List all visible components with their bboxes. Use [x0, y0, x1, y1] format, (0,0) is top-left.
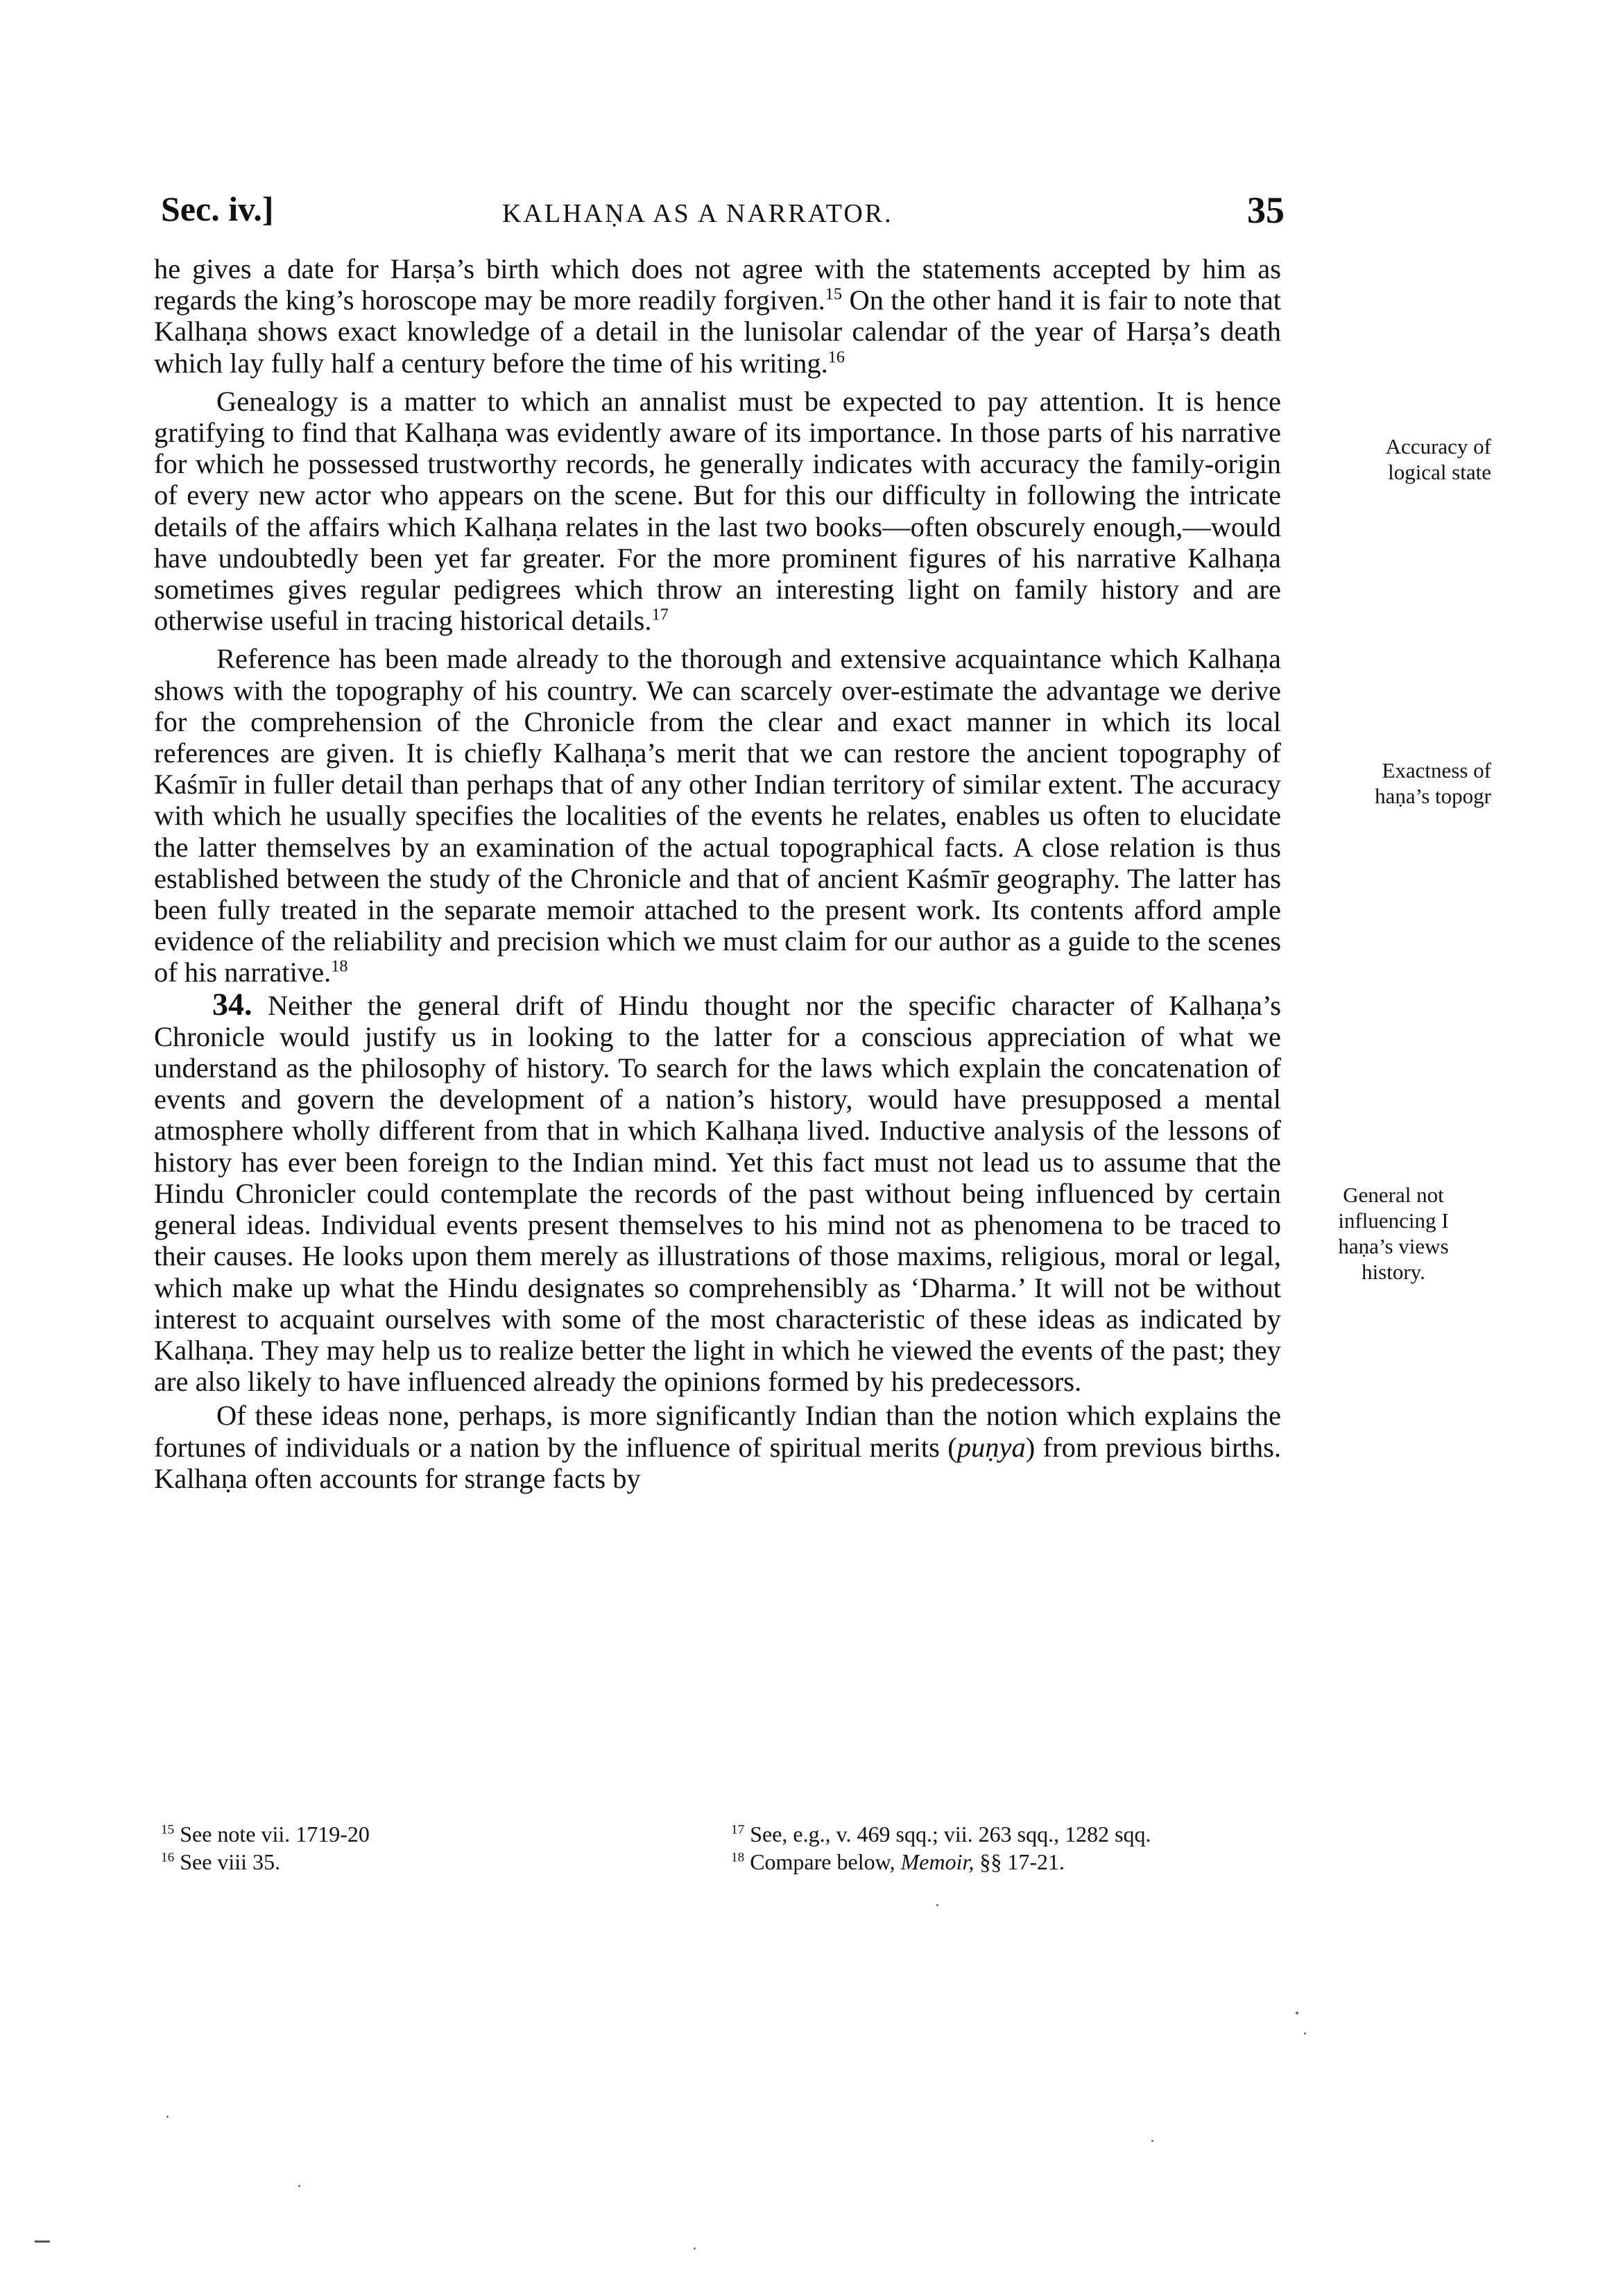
paragraph-text: Of these ideas none, perhaps, is more significantly Indian than the notion which explains the fortunes of individuals or a nation by the influence of spiritual merits (: [154, 1400, 1281, 1463]
paragraph-text: Reference has been made already to the thorough and extensive acquaintance which Kalhaṇa shows with the topography of his country. We can scarcely over-estimate the advantage we derive for the comprehension of the Chronicle from the clear and exact manner in which its local references are given. It is chiefly Kalhaṇa’s merit that we can restore the ancient topography of Kaśmīr in fuller detail than perhaps that of any other Indian territory of similar extent. The accuracy with which he usually specifies the localities of the events he relates, enables us often to elucidate the latter themselves by an examination of the actual topographical facts. A close relation is thus established between the study of the Chronicle and that of ancient Kaśmīr geography. The latter has been fully treated in the separate memoir attached to the present work. Its contents afford ample evidence of the reliability and precision which we must claim for our author as a guide to the scenes of his narrative.: [154, 643, 1281, 988]
footnotes-right: [731, 1820, 1151, 1876]
marginal-note-line: General not: [1343, 1183, 1444, 1207]
footnote-ref-18[interactable]: 18: [331, 957, 348, 976]
marginal-note-3: [1296, 1182, 1491, 1285]
footnote-number: 16: [161, 1850, 175, 1865]
footnote-17: [731, 1820, 1151, 1848]
paragraph-5: [154, 1400, 1281, 1494]
footnote-text: See, e.g., v. 469 sqq.; vii. 263 sqq., 1282 sqq.: [744, 1822, 1151, 1847]
footnote-15: [161, 1820, 370, 1848]
marginal-note-line: haṇa’s views: [1338, 1234, 1449, 1258]
paragraph-1: [154, 253, 1281, 379]
scan-speck: [1304, 2032, 1306, 2034]
running-title: KALHAṆA AS A NARRATOR.: [502, 199, 893, 228]
running-header: [161, 189, 1285, 237]
footnote-italic: Memoir,: [900, 1849, 974, 1874]
scan-speck: [298, 2185, 300, 2187]
scan-speck: [1151, 2140, 1153, 2142]
paragraph-text: On the other hand it is fair to note that Kalhaṇa shows exact knowledge of a detail in the lunisolar calendar of the year of Harṣa’s death which lay fully half a century before the time of his writing.: [154, 284, 1281, 379]
paragraph-2: [154, 386, 1281, 637]
footnote-18: [731, 1848, 1151, 1876]
scan-speck: [936, 1904, 938, 1906]
paragraph-4: [154, 988, 1281, 1398]
footnote-number: 15: [161, 1822, 175, 1837]
footnote-ref-15[interactable]: 15: [825, 284, 843, 304]
marginal-note-1: [1296, 434, 1491, 485]
marginal-note-line: Accuracy of: [1385, 434, 1491, 459]
marginal-note-line: influencing I: [1338, 1208, 1449, 1233]
paragraph-text: he gives a date for Harṣa’s birth which does not agree with the statements accepted by him as regards the king’s horoscope may be more readily forgiven.: [154, 253, 1281, 316]
footnote-16: [161, 1848, 370, 1876]
scan-speck: [166, 2116, 169, 2118]
scan-speck: [694, 2247, 696, 2250]
footnote-ref-16[interactable]: 16: [827, 348, 845, 367]
marginal-note-line: Exactness of: [1382, 758, 1491, 782]
italic-term: puṇya: [956, 1431, 1026, 1463]
footnote-text: Compare below,: [744, 1849, 901, 1874]
paragraph-3: [154, 643, 1281, 988]
body-text: [154, 253, 1281, 1494]
footnote-ref-17[interactable]: 17: [651, 605, 669, 624]
section-number: 34.: [212, 986, 252, 1022]
footnote-text: §§ 17-21.: [974, 1849, 1065, 1874]
footnote-text: See viii 35.: [174, 1849, 281, 1874]
scan-mark: [35, 2241, 50, 2243]
paragraph-text: ) from previous births. Kalhaṇa often accounts for strange facts by: [154, 1431, 1281, 1494]
footnote-text: See note vii. 1719-20: [174, 1822, 370, 1847]
marginal-note-line: haṇa’s topogr: [1375, 784, 1491, 808]
marginal-note-line: logical state: [1388, 460, 1491, 484]
section-label: Sec. iv.]: [161, 189, 274, 228]
page-number: 35: [1247, 189, 1285, 231]
scan-speck: [1296, 2012, 1298, 2014]
footnote-number: 18: [731, 1850, 745, 1865]
marginal-note-line: history.: [1362, 1260, 1425, 1284]
footnotes-left: [161, 1820, 370, 1876]
footnote-number: 17: [731, 1822, 745, 1837]
marginal-note-2: [1296, 757, 1491, 809]
paragraph-text: Neither the general drift of Hindu thought nor the specific character of Kalhaṇa’s Chronicle would justify us in looking to the latter for a conscious appreciation of what we understand as the philosophy of history. To search for the laws which explain the concatenation of events and govern the development of a nation’s history, would have presupposed a mental atmosphere wholly different from that in which Kalhaṇa lived. Inductive analysis of the lessons of history has ever been foreign to the Indian mind. Yet this fact must not lead us to assume that the Hindu Chronicler could contemplate the records of the past without being influenced by certain general ideas. Individual events present themselves to his mind not as phenomena to be traced to their causes. He looks upon them merely as illustrations of those maxims, religious, moral or legal, which make up what the Hindu designates so comprehensibly as ‘Dharma.’ It will not be without interest to acquaint ourselves with some of the most characteristic of these ideas as indicated by Kalhaṇa. They may help us to realize better the light in which he viewed the events of the past; they are also likely to have influenced already the opinions formed by his predecessors.: [154, 989, 1282, 1398]
paragraph-text: Genealogy is a matter to which an annalist must be expected to pay attention. It is hence gratifying to find that Kalhaṇa was evidently aware of its importance. In those parts of his narrative for which he possessed trustworthy records, he generally indicates with accuracy the family-origin of every new actor who appears on the scene. But for this our difficulty in following the intricate details of the affairs which Kalhaṇa relates in the last two books—often obscurely enough,—would have undoubtedly been yet far greater. For the more prominent figures of his narrative Kalhaṇa sometimes gives regular pedigrees which throw an interesting light on family history and are otherwise useful in tracing historical details.: [154, 385, 1281, 637]
